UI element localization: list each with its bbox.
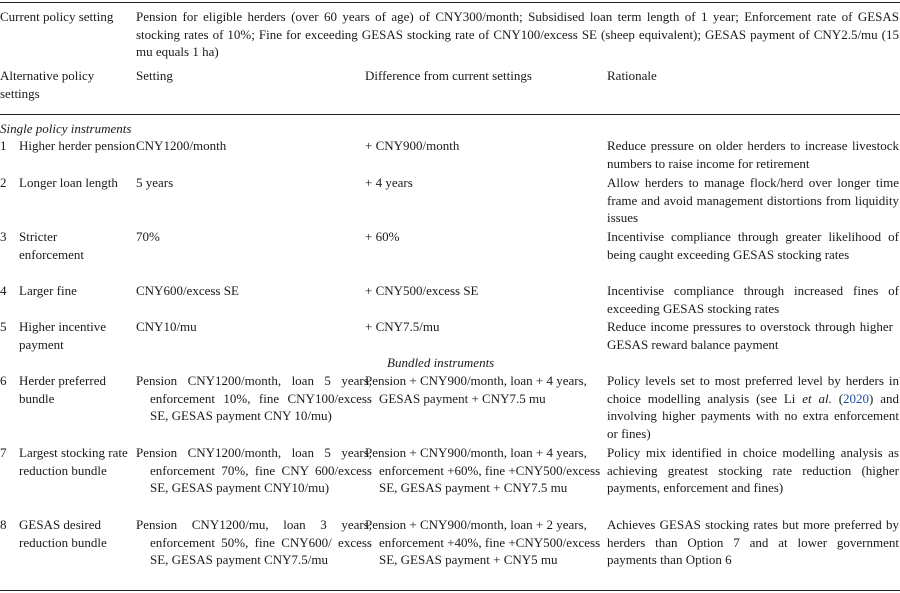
row-name: GESAS desired reduction bundle (19, 517, 107, 550)
top-rule (0, 2, 900, 3)
row-setting: 70% (136, 229, 160, 244)
row-rationale: Achieves GESAS stocking rates but more preferred by herders than Option 7 and at lower government payments than Option 6 (607, 517, 899, 567)
section-single: Single policy instruments (0, 121, 132, 136)
current-policy-label: Current policy setting (0, 9, 114, 24)
row-setting: CNY10/mu (136, 319, 197, 334)
row-difference: + 60% (365, 229, 400, 244)
row-difference: Pension + CNY900/month, loan + 2 years, enforcement +40%, fine +CNY500/excess SE, GESAS payment + CNY5 mu (365, 517, 601, 567)
row-setting: Pension CNY1200/month, loan 5 years, enforcement 10%, fine CNY100/excess SE, GESAS payment CNY 10/mu) (136, 373, 372, 423)
row-name: Herder preferred bundle (19, 373, 106, 406)
row-rationale: Incentivise compliance through greater likelihood of being caught exceeding GESAS stocking rates (607, 229, 899, 262)
header-rationale: Rationale (607, 68, 657, 83)
row-rationale: Incentivise compliance through increased fines of exceeding GESAS stocking rates (607, 283, 899, 316)
row-difference: + 4 years (365, 175, 413, 190)
row-difference: + CNY7.5/mu (365, 319, 440, 334)
row-number: 5 (0, 319, 7, 334)
row-name: Larger fine (19, 283, 77, 298)
row-number: 2 (0, 175, 7, 190)
row-rationale: Reduce income pressures to overstock through higher GESAS reward balance payment (607, 319, 893, 352)
row-number: 7 (0, 445, 7, 460)
row-name: Longer loan length (19, 175, 118, 190)
row-name: Stricter enforcement (19, 229, 84, 262)
row-rationale: Allow herders to manage flock/herd over longer time frame and avoid management distortions from liquidity issues (607, 175, 899, 225)
header-rule (0, 114, 900, 115)
bottom-rule (0, 590, 900, 591)
row-name: Higher herder pension (19, 138, 136, 153)
row-rationale: Policy levels set to most preferred level by herders in choice modelling analysis (see Li et al. (2020) and involving higher payments with no extra enforcement or fines) (607, 373, 899, 441)
section-bundled: Bundled instruments (387, 355, 495, 370)
row-difference: Pension + CNY900/month, loan + 4 years, GESAS payment + CNY7.5 mu (365, 373, 587, 406)
row-number: 6 (0, 373, 7, 388)
row-rationale: Reduce pressure on older herders to increase livestock numbers to raise income for retirement (607, 138, 899, 171)
header-setting: Setting (136, 68, 173, 83)
row-difference: Pension + CNY900/month, loan + 4 years, enforcement +60%, fine +CNY500/excess SE, GESAS payment + CNY7.5 mu (365, 445, 601, 495)
row-difference: + CNY500/excess SE (365, 283, 479, 298)
row-name: Higher incentive payment (19, 319, 106, 352)
row-setting: CNY1200/month (136, 138, 227, 153)
row-number: 8 (0, 517, 7, 532)
row-setting: 5 years (136, 175, 174, 190)
row-number: 4 (0, 283, 7, 298)
row-rationale: Policy mix identified in choice modelling analysis as achieving greatest stocking rate reduction (higher payments, enforcement and fines) (607, 445, 899, 495)
row-number: 3 (0, 229, 7, 244)
row-setting: CNY600/excess SE (136, 283, 239, 298)
citation-link[interactable]: 2020 (843, 390, 870, 406)
row-difference: + CNY900/month (365, 138, 460, 153)
row-setting: Pension CNY1200/mu, loan 3 years, enforcement 50%, fine CNY600/ excess SE, GESAS payment CNY7.5/mu (136, 517, 372, 567)
row-number: 1 (0, 138, 7, 153)
row-name: Largest stocking rate reduction bundle (19, 445, 128, 478)
header-difference: Difference from current settings (365, 68, 532, 83)
current-policy-text: Pension for eligible herders (over 60 years of age) of CNY300/month; Subsidised loan term length of 1 year; Enforcement rate of GESAS stocking rates of 10%; Fine for exceeding GESAS stocking rate of CNY100/excess SE (sheep equivalent); GESAS payment of CNY2.5/mu (15 mu equals 1 ha) (136, 9, 899, 59)
header-alternative: Alternative policy settings (0, 68, 95, 101)
row-setting: Pension CNY1200/month, loan 5 years, enforcement 70%, fine CNY 600/excess SE, GESAS payment CNY10/mu) (136, 445, 372, 495)
